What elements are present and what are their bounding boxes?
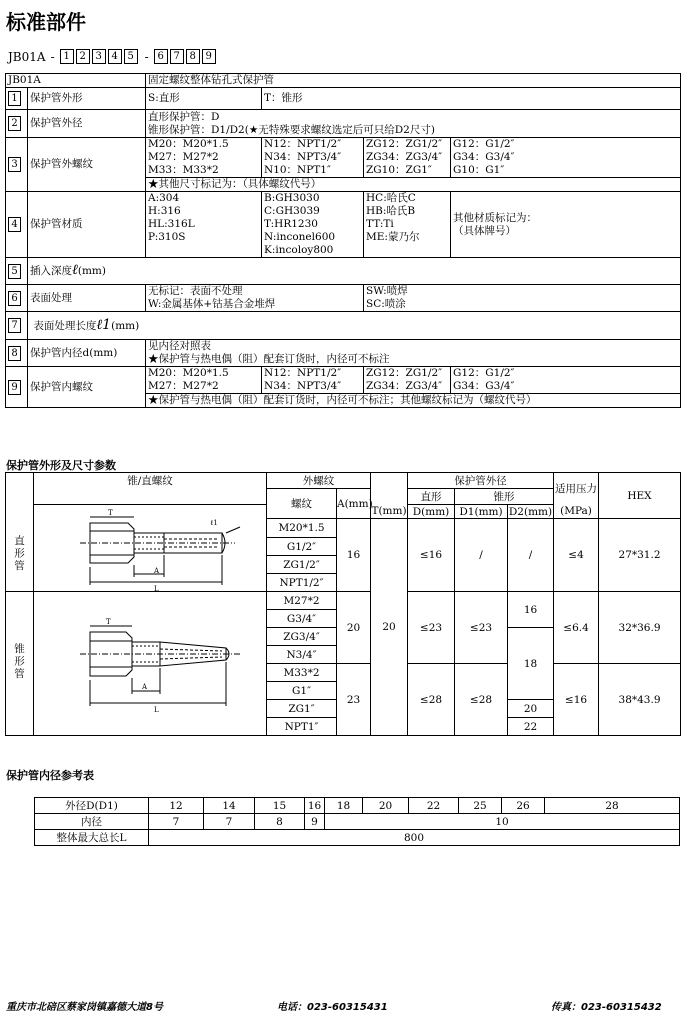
straight-label [6,519,34,592]
cell: N12：NPT1/2″ [262,367,364,381]
unit: (mm) [89,346,118,359]
h-T-blank [371,473,408,505]
line: SW:喷焊 [366,285,408,297]
spec-row-9 [6,367,681,381]
line: HB:哈氏B [366,205,416,217]
cell: M33：M33*2 [146,164,262,178]
cell: 7 [149,814,204,830]
drawing-straight-cell [34,505,267,592]
line: SC:喷涂 [366,298,406,310]
code-box: 9 [202,49,216,64]
straight-label-text: 直形管 [13,534,25,572]
row-label: 外径D(D1) [35,798,149,814]
line: B:GH3030 [264,192,320,204]
P-cell: ≤6.4 [554,592,599,664]
D-cell: ≤23 [408,592,455,664]
line: P:310S [148,231,186,243]
HEX-cell: 32*36.9 [599,592,681,664]
cell: ZG10：ZG1″ [364,164,451,178]
cell [146,285,364,312]
row-label [28,312,681,340]
cell: 16 [305,798,325,814]
unit: (mm) [77,265,106,277]
spec-row-8 [6,340,681,367]
cell: G12：G1/2″ [451,367,681,381]
code-box: 5 [124,49,138,64]
cell [364,192,451,258]
label-text: 表面处理长度 [33,319,97,332]
line: 其他材质标记为： [453,211,537,224]
thread-cell: G1″ [267,682,337,700]
code-box: 6 [154,49,168,64]
code-box: 3 [92,49,106,64]
h-thread: 外螺纹 [267,473,371,489]
row-number: 8 [8,346,21,361]
footer-address: 重庆市北碚区蔡家岗镇嘉德大道8号 [6,1002,163,1013]
row-label: 内径 [35,814,149,830]
thread-cell: M20*1.5 [267,519,337,538]
inner-table [34,797,680,846]
D2-cell: 22 [508,718,554,736]
dim-label: L [154,705,159,714]
D-cell: ≤16 [408,519,455,592]
cell [146,192,262,258]
D2-cell: 20 [508,700,554,718]
straight-tube-drawing [50,505,250,591]
thread-cell: NPT1/2″ [267,574,337,592]
row-label: 保护管内螺纹 [28,367,146,408]
row-number: 1 [8,91,21,106]
h-straight: 直形 [408,489,455,505]
cell: N34：NPT3/4″ [262,151,364,164]
cell: M27：M27*2 [146,380,262,394]
row-label [28,340,146,367]
line: TT:Ti [366,218,394,230]
symbol: ℓ [72,262,78,278]
h-D: D(mm) [408,505,455,519]
spec-code: JB01A [6,74,146,88]
cell: T：锥形 [262,88,681,110]
A-cell: 20 [337,592,371,664]
thread-cell: ZG3/4″ [267,628,337,646]
code-box: 8 [186,49,200,64]
HEX-cell: 38*43.9 [599,664,681,736]
spec-row-3 [6,138,681,152]
row-label: 表面处理 [28,285,146,312]
cell: ZG34：ZG3/4″ [364,151,451,164]
spec-row-1 [6,88,681,110]
line: N:inconel600 [264,231,336,243]
cell: G34：G3/4″ [451,151,681,164]
row-number: 7 [8,318,21,333]
cell: 7 [204,814,255,830]
dim-label: ℓ1 [210,519,218,527]
h-spec: 螺纹 [267,489,337,519]
thread-cell: ZG1″ [267,700,337,718]
cell: 20 [363,798,409,814]
thread-cell: N3/4″ [267,646,337,664]
cell [364,285,681,312]
cell: N10：NPT1″ [262,164,364,178]
line: H:316 [148,205,181,217]
spec-row-4 [6,192,681,258]
h-T: T(mm) [371,505,407,518]
dim-label: T [108,509,113,517]
D1-cell: ≤23 [455,592,508,664]
row-number: 4 [8,217,21,232]
dim-label: L [154,585,159,591]
cell: 18 [325,798,363,814]
thread-cell: M33*2 [267,664,337,682]
P-cell: ≤16 [554,664,599,736]
code-box: 1 [60,49,74,64]
spec-row-5 [6,258,681,285]
dim-label: T [106,617,111,626]
corner-cell [6,473,34,519]
row-label: 保护管外径 [28,110,146,138]
cell: G34：G3/4″ [451,380,681,394]
cell: ZG12：ZG1/2″ [364,138,451,152]
line: 锥形保护管：D1/D2(★无特殊要求螺纹选定后可只给D2尺寸) [148,123,435,136]
footer-phone: 电话：023-60315431 [277,1002,388,1013]
cell: 9 [305,814,325,830]
dim-label: A [142,682,148,691]
thread-cell: G3/4″ [267,610,337,628]
row-label: 保护管外螺纹 [28,138,146,192]
D1-cell: / [455,519,508,592]
taper-label-text: 锥形管 [13,643,25,681]
h-hex: HEX [599,473,681,519]
line: 无标记：表面不处理 [148,285,243,297]
section-title-dims: 保护管外形及尺寸参数 [6,459,116,472]
dims-table [5,472,681,736]
cell: 22 [409,798,459,814]
row-label: 整体最大总长L [35,830,149,846]
HEX-cell: 27*31.2 [599,519,681,592]
line: 直形保护管：D [148,110,220,123]
cell [262,192,364,258]
A-cell: 16 [337,519,371,592]
line: K:incoloy800 [264,244,334,256]
line: W:金属基体+钴基合金堆焊 [148,298,276,310]
row-label: 保护管材质 [28,192,146,258]
spec-row-6 [6,285,681,312]
label-text: 保护管内径d [30,346,90,359]
cell: M20：M20*1.5 [146,367,262,381]
line: （具体牌号） [453,224,516,237]
cell: M20：M20*1.5 [146,138,262,152]
line: C:GH3039 [264,205,320,217]
h-mpa: (MPa) [554,505,599,519]
line: 见内径对照表 [148,340,211,352]
dash: - [144,49,149,64]
row-number: 9 [8,380,21,395]
code-box: 4 [108,49,122,64]
spec-table [5,73,681,408]
row-label: 保护管外形 [28,88,146,110]
footer-fax: 传真：023-60315432 [551,1002,662,1013]
cell: ZG12：ZG1/2″ [364,367,451,381]
thread-cell: G1/2″ [267,538,337,556]
row-number: 6 [8,291,21,306]
D-cell: ≤28 [408,664,455,736]
cell: N12：NPT1/2″ [262,138,364,152]
h-D2: D2(mm) [508,505,553,518]
taper-label [6,592,34,736]
A-cell: 23 [337,664,371,736]
row-number: 5 [8,264,21,279]
symbol: ℓ1 [96,316,112,333]
order-code [8,49,218,64]
row-label [28,258,681,285]
cell: S:直形 [146,88,262,110]
row-number: 2 [8,116,21,131]
spec-row-2 [6,110,681,138]
cell: ZG34：ZG3/4″ [364,380,451,394]
unit: (mm) [111,319,140,332]
D2-cell: 18 [508,628,554,700]
thread-cell: M27*2 [267,592,337,610]
spec-desc: 固定螺纹整体钻孔式保护管 [146,74,681,88]
line: ★保护管与热电偶（阻）配套订货时，内径可不标注 [148,353,390,365]
section-title-inner: 保护管内径参考表 [6,769,94,782]
spec-header-row [6,74,681,88]
h-taper: 锥形 [455,489,554,505]
drawing-taper-cell [34,592,267,736]
cell: M27：M27*2 [146,151,262,164]
code-box: 2 [76,49,90,64]
cell: 14 [204,798,255,814]
P-cell: ≤4 [554,519,599,592]
line: A:304 [148,192,180,204]
code-prefix: JB01A [8,49,46,64]
cell: 28 [545,798,680,814]
label-text: 插入深度 [30,265,72,277]
T-cell: 20 [371,519,408,736]
h-A: A(mm) [337,489,371,519]
cell: 10 [325,814,680,830]
line: HL:316L [148,218,195,230]
line: HC:哈氏C [366,192,416,204]
dim-label: A [154,567,160,575]
h-shape: 锥/直螺纹 [34,473,267,505]
cell: G12：G1/2″ [451,138,681,152]
cell: G10：G1″ [451,164,681,178]
h-D1: D1(mm) [455,505,508,519]
cell: N34：NPT3/4″ [262,380,364,394]
line: T:HR1230 [264,218,318,230]
cell: 8 [255,814,305,830]
page-title: 标准部件 [6,10,86,34]
note: ★保护管与热电偶（阻）配套订货时，内径可不标注；其他螺纹标记为（螺纹代号） [146,394,681,408]
D2-cell: 16 [508,592,554,628]
h-od: 保护管外径 [408,473,554,489]
line: ME:蒙乃尔 [366,231,420,243]
thread-cell: ZG1/2″ [267,556,337,574]
cell: 26 [502,798,545,814]
D2-cell: / [508,519,554,592]
code-box: 7 [170,49,184,64]
cell [451,192,681,258]
thread-cell: NPT1″ [267,718,337,736]
taper-tube-drawing [50,614,250,714]
D1-cell: ≤28 [455,664,508,736]
cell: 25 [459,798,502,814]
spec-row-7 [6,312,681,340]
cell: 15 [255,798,305,814]
h-pressure: 适用压力 [554,473,599,505]
note: ★其他尺寸标记为：（具体螺纹代号） [146,178,681,192]
cell [146,110,681,138]
cell: 800 [149,830,680,846]
row-number: 3 [8,157,21,172]
cell: 12 [149,798,204,814]
dash: - [50,49,55,64]
cell [146,340,681,367]
